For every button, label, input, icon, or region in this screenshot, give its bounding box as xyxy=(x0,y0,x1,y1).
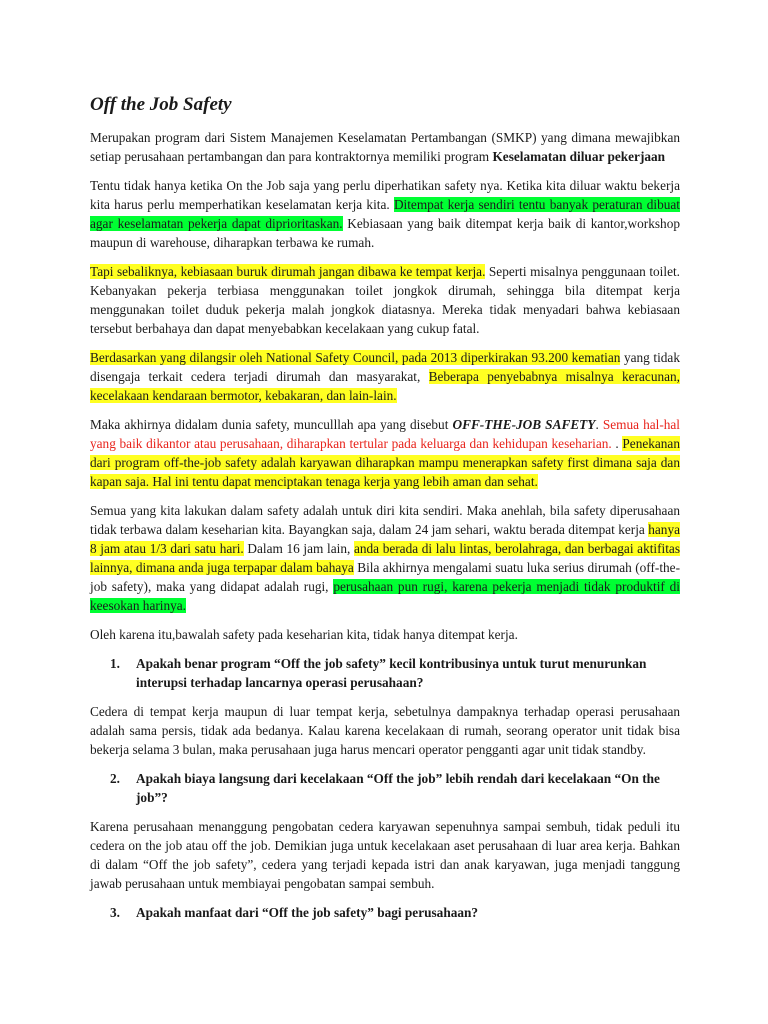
question-2 xyxy=(90,769,680,807)
question-text: Apakah benar program “Off the job safety” kecil kontribusinya untuk turut menurunkan interupsi terhadap lancarnya operasi perusahaan? xyxy=(136,656,647,690)
paragraph-bad-habits xyxy=(90,262,680,338)
answer-1: Cedera di tempat kerja maupun di luar tempat kerja, sebetulnya dampaknya terhadap operasi perusahaan adalah sama persis, tidak ada bedanya. Kalau karena kecelakaan di rumah, seorang operator unit tidak bisa bekerja selama 3 bulan, maka perusahaan juga harus mencari operator pengganti agar unit tidak standby. xyxy=(90,704,680,757)
text-run: Bila akhirnya mengalami suatu luka serius dirumah (off-the-job safety), maka yang didapat adalah rugi, xyxy=(90,560,681,594)
text-run: Dalam 16 jam lain, xyxy=(243,541,354,556)
paragraph-off-the-job-definition xyxy=(90,415,680,491)
yellow-highlight: Beberapa penyebabnya misalnya keracunan, kecelakaan kendaraan bermotor, kebakaran, dan lain-lain. xyxy=(90,369,680,403)
yellow-highlight: Penekanan dari program off-the-job safety adalah karyawan diharapkan mampu menerapkan safety first dimana saja dan kapan saja. Hal ini tentu dapat menciptakan tenaga kerja yang lebih aman dan sehat. xyxy=(90,436,680,489)
text-run: . xyxy=(595,417,603,432)
text-run: Maka akhirnya didalam dunia safety, munculllah apa yang disebut xyxy=(90,417,453,432)
yellow-highlight: hanya 8 jam atau 1/3 dari satu hari. xyxy=(90,522,680,556)
green-highlight: Ditempat kerja sendiri tentu banyak peraturan dibuat agar keselamatan pekerja dapat diprioritaskan. xyxy=(90,197,680,231)
term-bold-italic: OFF-THE-JOB SAFETY xyxy=(452,417,596,432)
paragraph-nsc-statistics xyxy=(90,348,680,405)
question-number: 1. xyxy=(110,656,120,671)
text-run: Tentu tidak hanya ketika On the Job saja yang perlu diperhatikan safety nya. Ketika kita diluar waktu bekerja kita harus perlu memperhatikan keselamatan kerja kita. xyxy=(90,178,680,212)
yellow-highlight: Tapi sebaliknya, kebiasaan buruk dirumah jangan dibawa ke tempat kerja. xyxy=(90,264,486,279)
green-highlight: perusahaan pun rugi, karena pekerja menjadi tidak produktif di keesokan harinya. xyxy=(90,579,681,613)
paragraph-conclusion: Oleh karena itu,bawalah safety pada keseharian kita, tidak hanya ditempat kerja. xyxy=(90,627,518,642)
paragraph-on-the-job xyxy=(90,176,680,252)
question-number: 3. xyxy=(110,905,120,920)
document-title: Off the Job Safety xyxy=(90,94,232,115)
question-3 xyxy=(90,903,680,922)
text-run: Seperti misalnya penggunaan toilet. Kebanyakan pekerja terbiasa menggunakan toilet jongkok dirumah, sehingga bila ditempat kerja menggunakan toilet duduk pekerja malah jongkok diatasnya. Mereka tidak menyadari bahwa kebiasaan tersebut berbahaya dan dapat menyebabkan kecelakaan yang cukup fatal. xyxy=(90,264,680,336)
question-number: 2. xyxy=(110,771,120,786)
question-text: Apakah manfaat dari “Off the job safety” bagi perusahaan? xyxy=(136,905,479,920)
question-1 xyxy=(90,654,680,692)
text-run: Semua yang kita lakukan dalam safety adalah untuk diri kita sendiri. Maka anehlah, bila safety diperusahaan tidak terbawa dalam keseharian kita. Bayangkan saja, dalam 24 jam sehari, waktu berada ditempat kerja xyxy=(90,503,680,537)
text-run: yang tidak disengaja terkait cedera terjadi dirumah dan masyarakat, xyxy=(90,350,680,384)
text-run: Merupakan program dari Sistem Manajemen Keselamatan Pertambangan (SMKP) yang dimana mewajibkan setiap perusahaan pertambangan dan para kontraktornya memiliki program xyxy=(90,130,680,164)
yellow-highlight: Berdasarkan yang dilangsir oleh National Safety Council, pada 2013 diperkirakan 93.200 kematian xyxy=(90,350,621,365)
paragraph-24-hours xyxy=(90,501,680,615)
text-run: . xyxy=(611,436,623,451)
question-text: Apakah biaya langsung dari kecelakaan “Off the job” lebih rendah dari kecelakaan “On the job”? xyxy=(136,771,660,805)
answer-2: Karena perusahaan menanggung pengobatan cedera karyawan sepenuhnya sampai sembuh, tidak peduli itu cedera on the job atau off the job. Demikian juga untuk kecelakaan aset perusahaan di luar area kerja. Bahkan di dalam “Off the job safety”, cedera yang terjadi kepada istri dan anak karyawan, juga menjadi tanggung jawab perusahaan untuk membiayai pengobatan sampai sembuh. xyxy=(90,819,680,891)
bold-text: Keselamatan diluar pekerjaan xyxy=(492,149,666,164)
red-text: Semua hal-hal yang baik dikantor atau perusahaan, diharapkan tertular pada keluarga dan kehidupan keseharian. xyxy=(90,417,680,451)
paragraph-intro xyxy=(90,128,680,166)
yellow-highlight: anda berada di lalu lintas, berolahraga, dan berbagai aktifitas lainnya, dimana anda juga terpapar dalam bahaya xyxy=(90,541,680,575)
text-run: Kebiasaan yang baik ditempat kerja baik di kantor,workshop maupun di warehouse, diharapkan terbawa ke rumah. xyxy=(90,216,680,250)
